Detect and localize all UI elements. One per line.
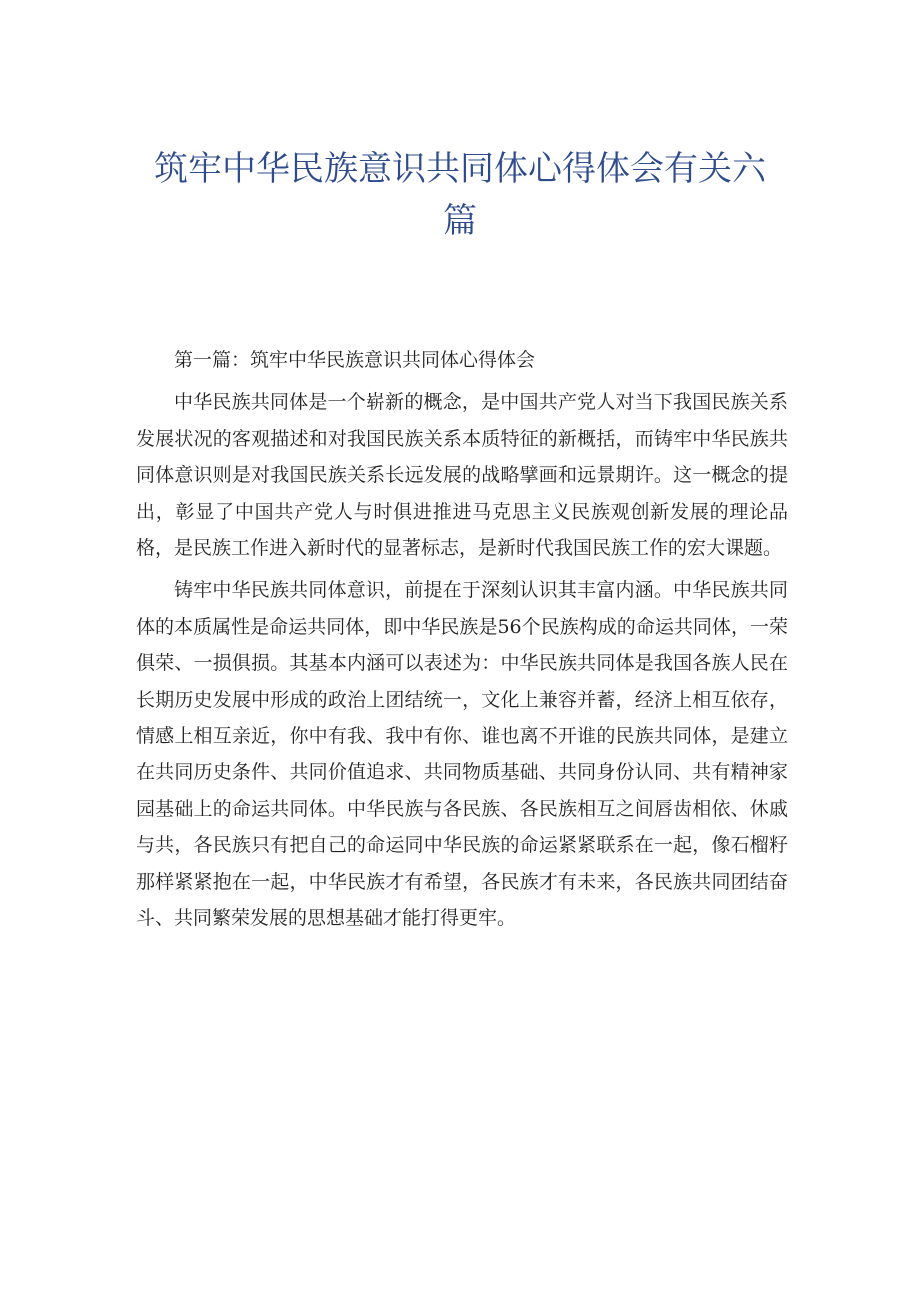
page-title: [120, 143, 800, 247]
title-line-1: 筑牢中华民族意识共同体心得体会有关六: [154, 149, 766, 189]
document-body: [136, 342, 788, 937]
title-line-2: 篇: [443, 201, 477, 241]
paragraph: 铸牢中华民族共同体意识，前提在于深刻认识其丰富内涵。中华民族共同体的本质属性是命运共同体，即中华民族是56个民族构成的命运共同体，一荣俱荣、一损俱损。其基本内涵可以表述为：中华民族共同体是我国各族人民在长期历史发展中形成的政治上团结统一，文化上兼容并蓄，经济上相互依存，情感上相互亲近，你中有我、我中有你、谁也离不开谁的民族共同体，是建立在共同历史条件、共同价值追求、共同物质基础、共同身份认同、共有精神家园基础上的命运共同体。中华民族与各民族、各民族相互之间唇齿相依、休戚与共，各民族只有把自己的命运同中华民族的命运紧紧联系在一起，像石榴籽那样紧紧抱在一起，中华民族才有希望，各民族才有未来，各民族共同团结奋斗、共同繁荣发展的思想基础才能打得更牢。: [136, 579, 788, 930]
section-heading: 第一篇：筑牢中华民族意识共同体心得体会: [174, 349, 536, 371]
paragraph: 中华民族共同体是一个崭新的概念，是中国共产党人对当下我国民族关系发展状况的客观描述和对我国民族关系本质特征的新概括，而铸牢中华民族共同体意识则是对我国民族关系长远发展的战略擘画和远景期许。这一概念的提出，彰显了中国共产党人与时俱进推进马克思主义民族观创新发展的理论品格，是民族工作进入新时代的显著标志，是新时代我国民族工作的宏大课题。: [136, 391, 788, 560]
